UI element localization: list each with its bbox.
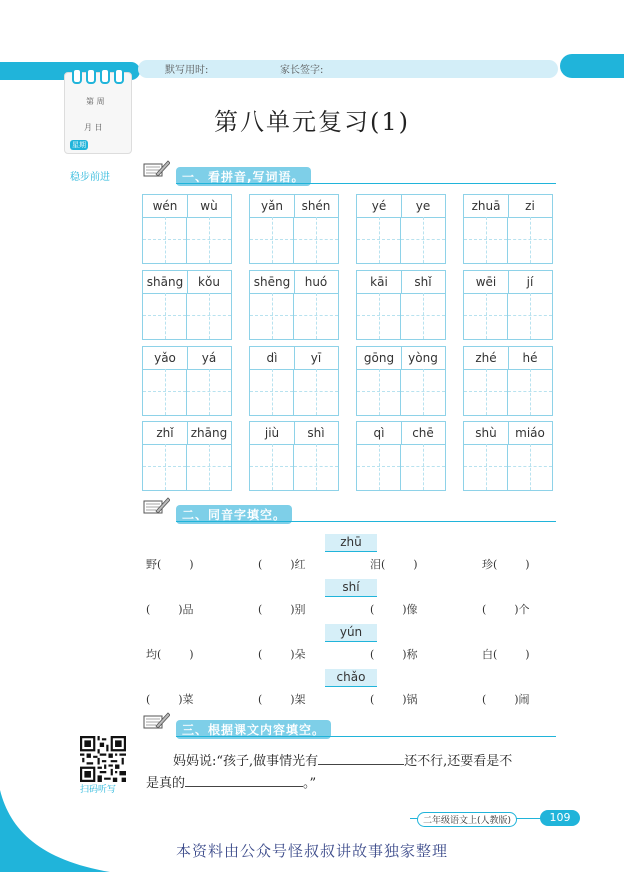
section1-title: 一、看拼音,写词语。: [176, 167, 311, 186]
calendar-week: 第 周: [86, 97, 105, 106]
writing-cell[interactable]: [294, 444, 338, 490]
writing-cell[interactable]: [143, 369, 187, 415]
writing-cell[interactable]: [357, 217, 401, 263]
pinyin-row: [250, 347, 338, 370]
writing-cell[interactable]: [187, 293, 231, 339]
fill-item[interactable]: ( )架: [258, 693, 306, 706]
writing-cell[interactable]: [294, 217, 338, 263]
word-block: [249, 270, 339, 340]
pinyin-syllable: jí: [526, 275, 534, 289]
pinyin-syllable: chē: [412, 426, 434, 440]
pinyin-label: chǎo: [325, 669, 377, 687]
book-label: 二年级语文上(人教版): [417, 812, 517, 827]
pinyin-syllable: hé: [522, 351, 538, 365]
pinyin-label: shí: [325, 579, 377, 597]
fill-item[interactable]: ( )像: [370, 603, 418, 616]
writing-cell[interactable]: [508, 444, 552, 490]
bottom-banner: 本资料由公众号怪叔叔讲故事独家整理: [175, 842, 448, 860]
pinyin-syllable: wù: [200, 199, 218, 213]
pinyin-syllable: yé: [371, 199, 387, 213]
writing-cell[interactable]: [187, 217, 231, 263]
writing-cell[interactable]: [508, 217, 552, 263]
pinyin-syllable: qì: [373, 426, 385, 440]
writing-cell[interactable]: [401, 293, 445, 339]
fill-item[interactable]: 均( ): [146, 648, 194, 661]
pinyin-label: zhū: [325, 534, 377, 552]
pinyin-row: [143, 347, 231, 370]
fill-item[interactable]: 野( ): [146, 558, 194, 571]
writing-cell[interactable]: [143, 293, 187, 339]
writing-cell[interactable]: [187, 369, 231, 415]
word-block: [463, 346, 553, 416]
sentence-part: 妈妈说:“孩子,做事情光有: [173, 754, 319, 769]
calendar-date: 月 日: [84, 123, 103, 132]
writing-cell[interactable]: [143, 444, 187, 490]
pinyin-row: [464, 195, 552, 218]
writing-cell[interactable]: [294, 369, 338, 415]
pinyin-row: [464, 271, 552, 294]
sentence-part: 。”: [303, 776, 317, 791]
fill-item[interactable]: ( )称: [370, 648, 418, 661]
tagline: 稳步前进: [70, 172, 110, 183]
word-block: [463, 270, 553, 340]
pinyin-syllable: zhuā: [471, 199, 501, 213]
pencil-icon: [142, 710, 170, 732]
fill-item[interactable]: 珍( ): [482, 558, 530, 571]
pinyin-syllable: shāng: [146, 275, 184, 289]
answer-blank[interactable]: [318, 752, 404, 765]
pinyin-row: [250, 271, 338, 294]
pinyin-row: [250, 422, 338, 445]
word-block: [249, 346, 339, 416]
pinyin-syllable: miáo: [515, 426, 545, 440]
writing-cell[interactable]: [464, 369, 508, 415]
pinyin-syllable: jiù: [264, 426, 280, 440]
section1-underline: [176, 183, 556, 184]
fill-item[interactable]: 泪( ): [370, 558, 418, 571]
word-block: [356, 270, 446, 340]
qr-label: 扫码听写: [80, 785, 117, 795]
qr-code-icon[interactable]: [80, 736, 126, 782]
fill-item[interactable]: ( )闹: [482, 693, 530, 706]
pinyin-syllable: wēi: [475, 275, 497, 289]
header-accent-right: [560, 54, 624, 78]
section2-title: 二、同音字填空。: [176, 505, 292, 524]
page-number: 109: [540, 810, 580, 826]
writing-cell[interactable]: [250, 293, 294, 339]
pinyin-syllable: gōng: [363, 351, 395, 365]
fill-item[interactable]: ( )别: [258, 603, 306, 616]
pinyin-row: [143, 422, 231, 445]
pinyin-syllable: dì: [266, 351, 278, 365]
pinyin-row: [143, 271, 231, 294]
pinyin-syllable: yī: [310, 351, 322, 365]
pinyin-syllable: zhé: [475, 351, 497, 365]
writing-cell[interactable]: [187, 444, 231, 490]
pencil-icon: [142, 158, 170, 180]
writing-cell[interactable]: [357, 444, 401, 490]
word-block: [249, 194, 339, 264]
calendar-tag: 星期: [72, 141, 86, 149]
fill-item[interactable]: ( )朵: [258, 648, 306, 661]
writing-cell[interactable]: [401, 369, 445, 415]
pinyin-syllable: zhǐ: [156, 426, 174, 440]
word-block: [356, 421, 446, 491]
fill-item[interactable]: ( )锅: [370, 693, 418, 706]
writing-cell[interactable]: [464, 444, 508, 490]
pinyin-syllable: shǐ: [414, 275, 432, 289]
writing-cell[interactable]: [401, 444, 445, 490]
section2-underline: [176, 521, 556, 522]
pinyin-syllable: yǎn: [260, 199, 284, 213]
writing-cell[interactable]: [143, 217, 187, 263]
writing-cell[interactable]: [464, 293, 508, 339]
pinyin-syllable: shén: [301, 199, 331, 213]
fill-item[interactable]: ( )菜: [146, 693, 194, 706]
pinyin-row: [357, 347, 445, 370]
fill-item[interactable]: 白( ): [482, 648, 530, 661]
word-block: [356, 346, 446, 416]
writing-cell[interactable]: [250, 444, 294, 490]
word-block: [142, 270, 232, 340]
pinyin-row: [357, 195, 445, 218]
pinyin-syllable: shēng: [253, 275, 291, 289]
writing-cell[interactable]: [464, 217, 508, 263]
pinyin-row: [250, 195, 338, 218]
pinyin-syllable: yá: [201, 351, 217, 365]
page-title: 第八单元复习(1): [214, 108, 410, 136]
pinyin-row: [143, 195, 231, 218]
word-block: [463, 421, 553, 491]
pinyin-syllable: ye: [415, 199, 431, 213]
pinyin-syllable: yòng: [408, 351, 438, 365]
calendar-rings: [72, 68, 124, 78]
pinyin-syllable: huó: [304, 275, 328, 289]
answer-blank[interactable]: [185, 774, 303, 787]
pinyin-row: [357, 422, 445, 445]
sentence-line-1: [173, 750, 563, 769]
sentence-part: 是真的: [146, 776, 186, 791]
pencil-icon: [142, 495, 170, 517]
pinyin-syllable: kǒu: [198, 275, 220, 289]
writing-cell[interactable]: [250, 369, 294, 415]
sentence-line-2: [146, 772, 316, 791]
word-block: [249, 421, 339, 491]
pinyin-label: yún: [325, 624, 377, 642]
pinyin-syllable: yǎo: [154, 351, 176, 365]
section3-underline: [176, 736, 556, 737]
writing-cell[interactable]: [508, 369, 552, 415]
pinyin-syllable: zhāng: [190, 426, 228, 440]
writing-cell[interactable]: [357, 293, 401, 339]
parent-sign-label: 家长签字:: [280, 65, 324, 76]
writing-cell[interactable]: [508, 293, 552, 339]
pinyin-row: [464, 347, 552, 370]
writing-cell[interactable]: [357, 369, 401, 415]
fill-item[interactable]: ( )红: [258, 558, 306, 571]
pinyin-syllable: shù: [475, 426, 497, 440]
word-block: [142, 194, 232, 264]
fill-item[interactable]: ( )个: [482, 603, 530, 616]
writing-cell[interactable]: [250, 217, 294, 263]
word-block: [463, 194, 553, 264]
pinyin-row: [464, 422, 552, 445]
sentence-part: 还不行,还要看是不: [404, 754, 513, 769]
pinyin-syllable: kāi: [370, 275, 388, 289]
fill-item[interactable]: ( )品: [146, 603, 194, 616]
fill-time-label: 默写用时:: [165, 65, 209, 76]
word-block: [142, 421, 232, 491]
pinyin-syllable: zi: [525, 199, 535, 213]
pinyin-syllable: wén: [152, 199, 178, 213]
pinyin-row: [357, 271, 445, 294]
pinyin-syllable: shì: [307, 426, 325, 440]
word-block: [142, 346, 232, 416]
writing-cell[interactable]: [294, 293, 338, 339]
writing-cell[interactable]: [401, 217, 445, 263]
section3-title: 三、根据课文内容填空。: [176, 720, 331, 739]
word-block: [356, 194, 446, 264]
